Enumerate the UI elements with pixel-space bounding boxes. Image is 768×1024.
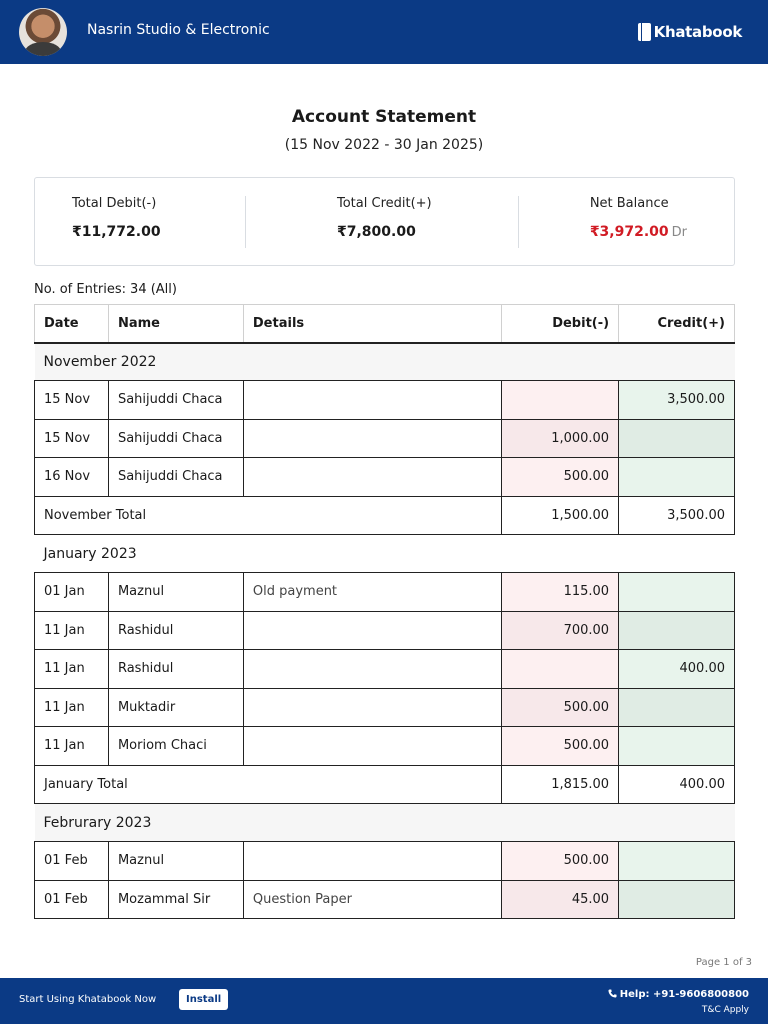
cell-details [243,458,501,497]
cell-credit [619,573,735,612]
month-row [35,804,735,842]
ledger-table [34,304,735,919]
cell-name: Muktadir [108,688,243,727]
total-credit-cell: 400.00 [619,765,735,804]
cell-debit: 1,000.00 [502,419,619,458]
cell-debit: 500.00 [502,458,619,497]
book-icon [638,23,651,41]
summary-card [34,177,735,266]
cell-name: Maznul [108,573,243,612]
cell-details [243,688,501,727]
cell-credit [619,458,735,497]
total-label: January Total [35,765,502,804]
help-line[interactable] [608,989,749,1000]
total-debit [72,196,161,240]
table-header-row [35,305,735,343]
header-name: Name [108,305,243,343]
total-label: November Total [35,496,502,535]
net-balance-label: Net Balance [589,196,669,211]
cell-date: 11 Jan [35,727,109,766]
header-details: Details [243,305,501,343]
page-number: Page 1 of 3 [695,957,752,968]
total-credit-value: ₹7,800.00 [337,224,416,240]
shop-name: Nasrin Studio & Electronic [87,22,270,38]
cell-name: Sahijuddi Chaca [108,419,243,458]
cell-debit: 500.00 [502,727,619,766]
cell-details [243,842,501,881]
table-row[interactable] [35,458,735,497]
table-row[interactable] [35,688,735,727]
install-button[interactable]: Install [179,989,228,1010]
month-label: Februrary 2023 [35,804,735,842]
total-credit [337,196,432,240]
header-debit: Debit(-) [502,305,619,343]
table-row[interactable] [35,611,735,650]
cell-date: 15 Nov [35,381,109,420]
cell-debit: 700.00 [502,611,619,650]
cell-debit [502,381,619,420]
cell-details [243,650,501,689]
cell-credit [619,611,735,650]
help-number: Help: +91-9606800800 [619,989,749,1000]
ledger-body [35,343,735,919]
header-date: Date [35,305,109,343]
table-row[interactable] [35,381,735,420]
total-debit-cell: 1,815.00 [502,765,619,804]
cell-name: Maznul [108,842,243,881]
entries-label: No. of Entries: [34,282,127,297]
net-balance-value: ₹3,972.00 [589,224,669,240]
month-label: January 2023 [35,535,735,573]
cell-debit: 500.00 [502,842,619,881]
cell-debit [502,650,619,689]
avatar [19,8,67,56]
divider [245,196,246,248]
cell-credit [619,842,735,881]
cell-date: 01 Jan [35,573,109,612]
cell-details [243,727,501,766]
cell-date: 16 Nov [35,458,109,497]
header-bar [0,0,768,64]
table-row[interactable] [35,727,735,766]
statement-period: (15 Nov 2022 - 30 Jan 2025) [284,137,484,153]
cell-debit: 500.00 [502,688,619,727]
footer-bar [0,978,768,1024]
net-balance-suffix: Dr [671,225,687,240]
cell-name: Rashidul [108,611,243,650]
month-row [35,343,735,381]
table-row[interactable] [35,842,735,881]
cell-name: Rashidul [108,650,243,689]
cta-text: Start Using Khatabook Now [19,994,157,1005]
month-total-row [35,765,735,804]
table-row[interactable] [35,650,735,689]
cell-name: Moriom Chaci [108,727,243,766]
cell-credit: 3,500.00 [619,381,735,420]
cell-name: Sahijuddi Chaca [108,381,243,420]
month-total-row [35,496,735,535]
cell-details: Question Paper [243,880,501,919]
cell-credit: 400.00 [619,650,735,689]
brand-name: Khatabook [653,23,742,41]
month-label: November 2022 [35,343,735,381]
header-credit: Credit(+) [619,305,735,343]
net-balance-row [590,224,687,240]
statement-title: Account Statement [291,107,477,127]
entries-value: 34 (All) [130,282,177,297]
total-credit-cell: 3,500.00 [619,496,735,535]
cell-name: Mozammal Sir [108,880,243,919]
entries-count [34,282,177,297]
cell-date: 11 Jan [35,611,109,650]
tc-link[interactable]: T&C Apply [701,1005,749,1015]
divider [518,196,519,248]
total-debit-value: ₹11,772.00 [72,224,161,240]
month-row [35,535,735,573]
cell-name: Sahijuddi Chaca [108,458,243,497]
cell-details [243,419,501,458]
cell-date: 11 Jan [35,650,109,689]
cell-credit [619,688,735,727]
cell-date: 01 Feb [35,842,109,881]
cell-details [243,611,501,650]
total-credit-label: Total Credit(+) [337,196,432,211]
table-row[interactable] [35,880,735,919]
total-debit-label: Total Debit(-) [72,196,157,211]
cell-details: Old payment [243,573,501,612]
table-row[interactable] [35,419,735,458]
cell-date: 15 Nov [35,419,109,458]
phone-icon [608,989,617,998]
cell-date: 11 Jan [35,688,109,727]
cell-credit [619,880,735,919]
cell-credit [619,419,735,458]
cell-debit: 45.00 [502,880,619,919]
total-debit-cell: 1,500.00 [502,496,619,535]
khatabook-logo [638,23,742,41]
cell-credit [619,727,735,766]
cell-date: 01 Feb [35,880,109,919]
cell-debit: 115.00 [502,573,619,612]
cell-details [243,381,501,420]
net-balance [590,196,687,240]
table-row[interactable] [35,573,735,612]
